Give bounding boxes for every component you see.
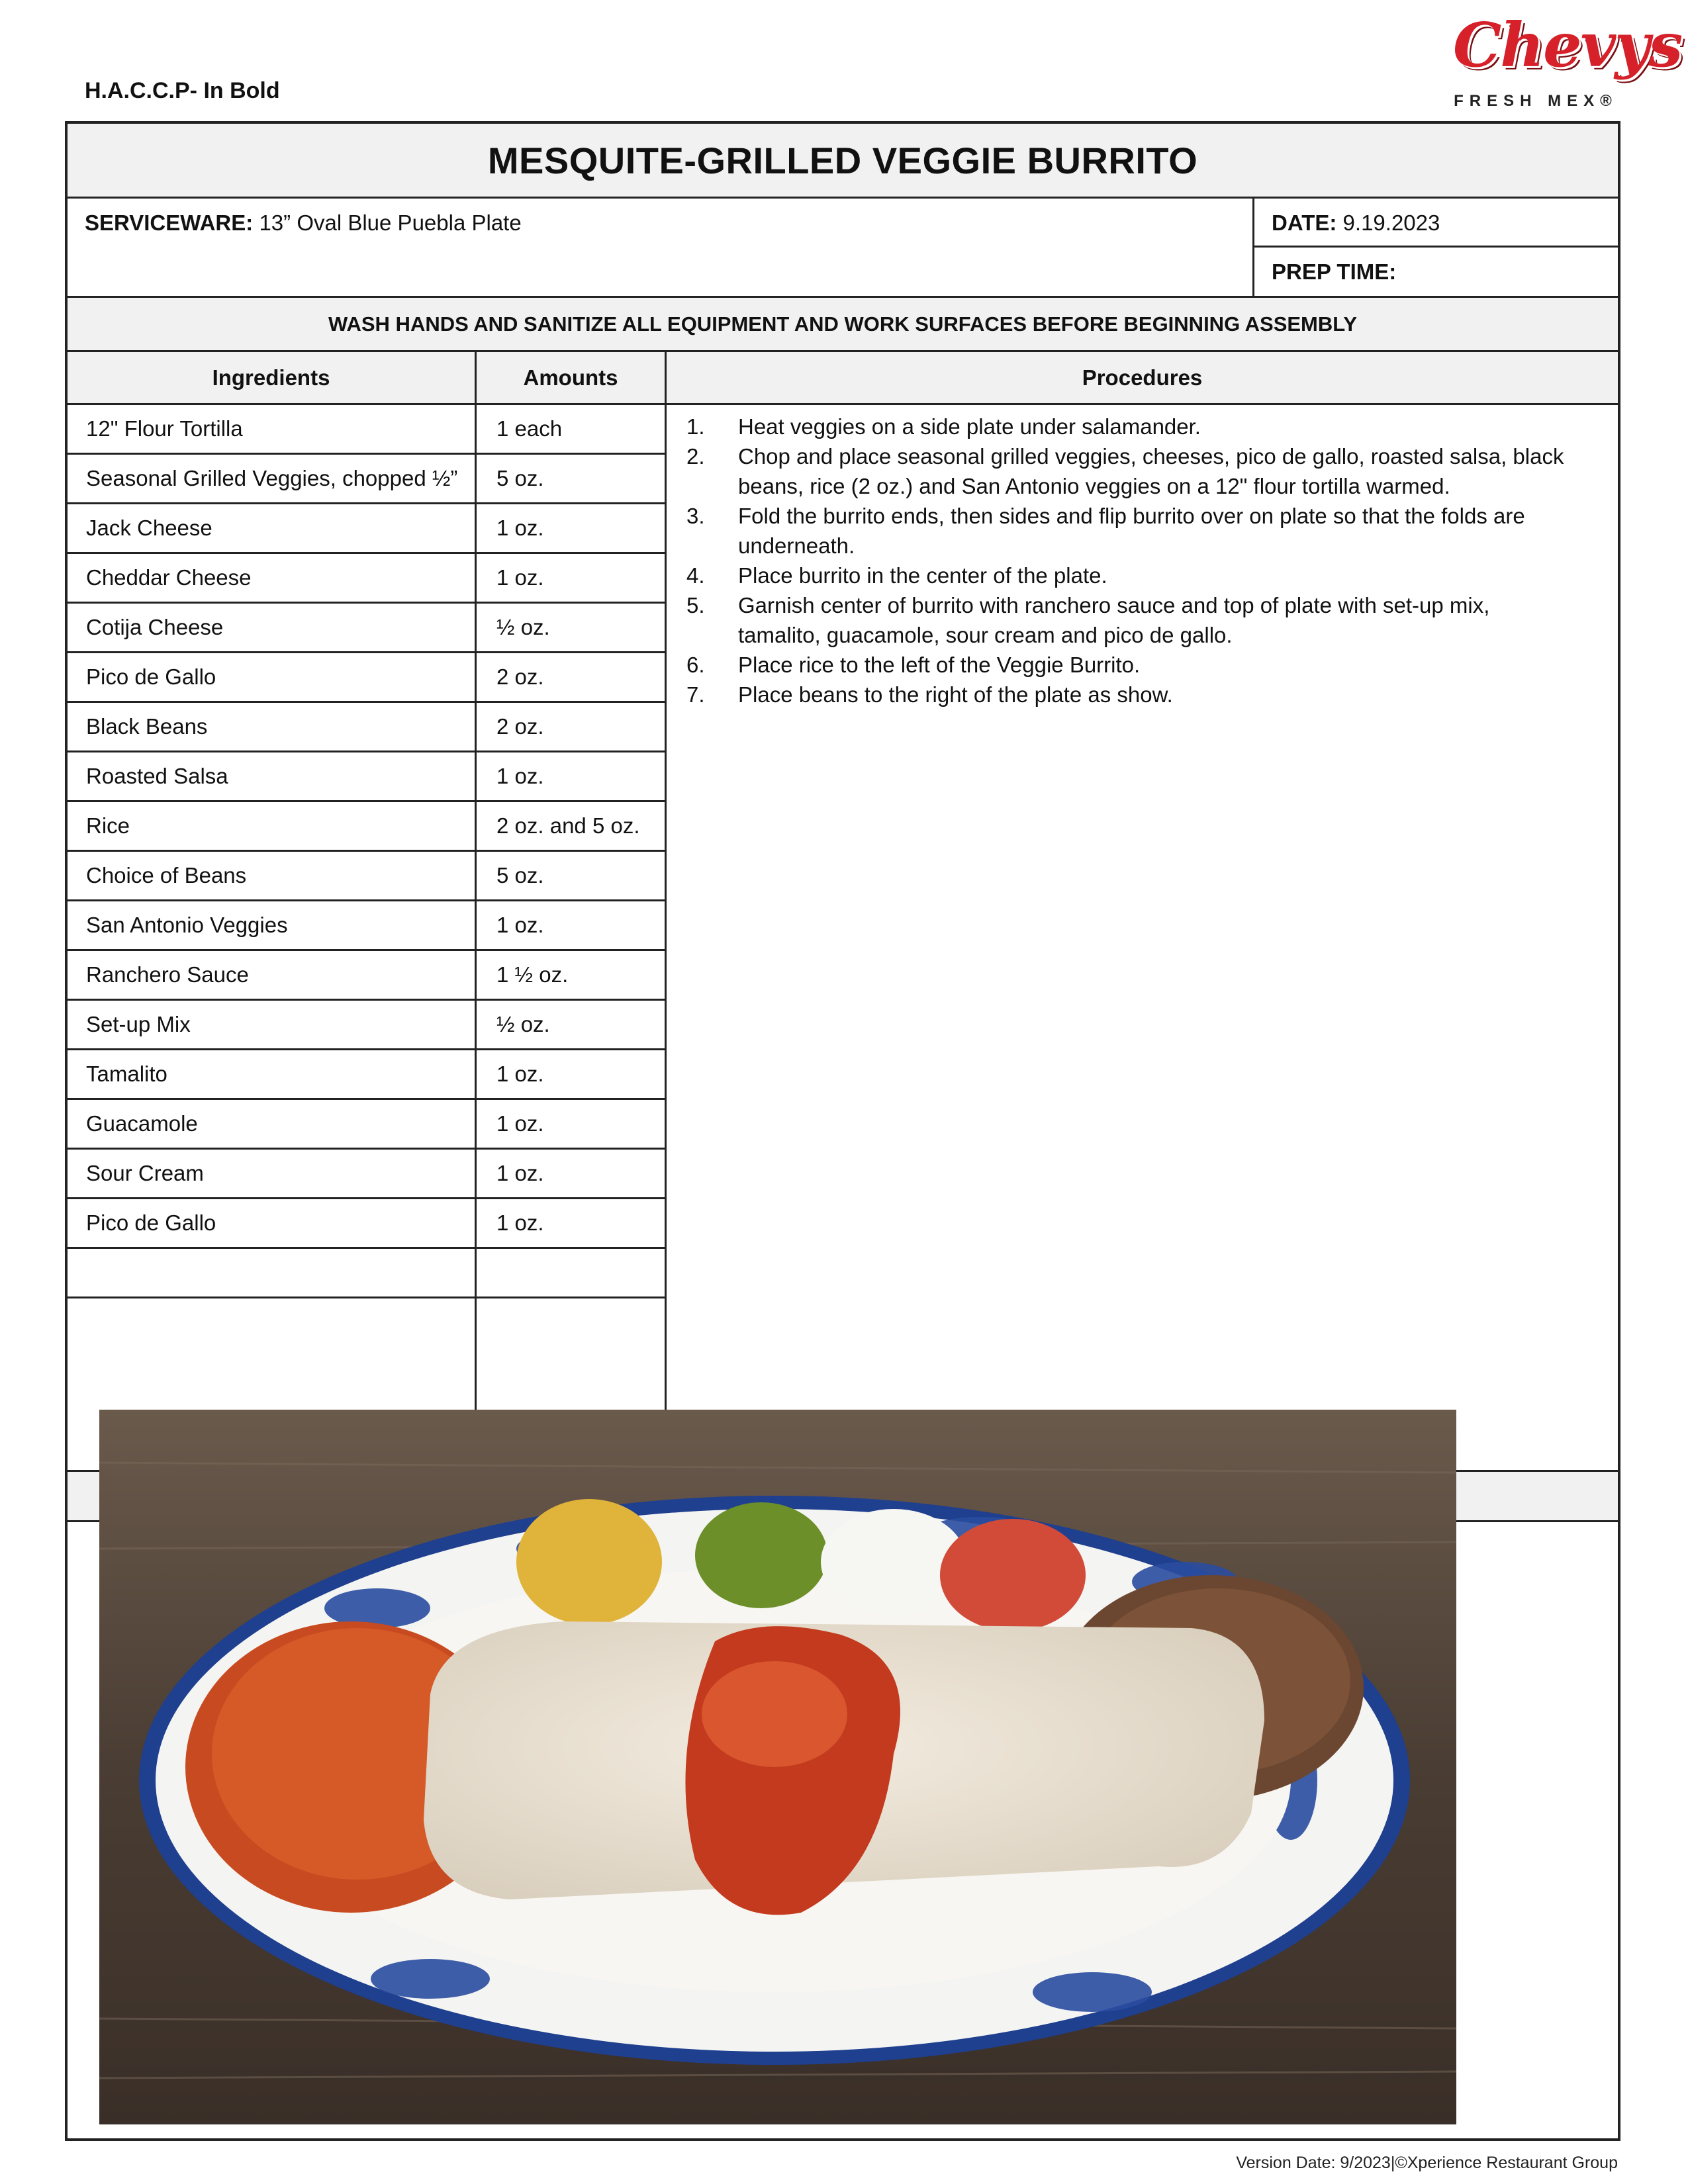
ingredient-amount: 1 oz. (496, 1111, 544, 1136)
ingredient-name: Guacamole (68, 1100, 477, 1148)
ingredient-row (68, 951, 665, 1001)
date-label: DATE: (1272, 210, 1337, 235)
ingredient-row (68, 653, 665, 703)
plated-dish-photo (99, 1410, 1456, 2124)
procedure-text: Place burrito in the center of the plate. (738, 563, 1107, 588)
logo-tagline: FRESH MEX® (1454, 92, 1618, 110)
ingredient-row (68, 1050, 665, 1100)
ingredient-amount: 1 ½ oz. (496, 962, 569, 987)
ingredient-amount: 1 oz. (496, 1161, 544, 1185)
ingredient-row (68, 554, 665, 604)
serviceware-row (68, 199, 1618, 298)
procedure-step (686, 412, 1578, 441)
ingredients-column (68, 405, 667, 1470)
ingredient-row (68, 703, 665, 752)
ingredient-name: Pico de Gallo (68, 653, 477, 701)
procedure-text: Chop and place seasonal grilled veggies, cheeses, pico de gallo, roasted salsa, black beans, rice (2 oz.) and San Antonio veggies on a 12" flour tortilla warmed. (738, 444, 1564, 498)
ingredient-amount: 1 each (496, 416, 563, 441)
wash-notice: WASH HANDS AND SANITIZE ALL EQUIPMENT AND WORK SURFACES BEFORE BEGINNING ASSEMBLY (68, 298, 1618, 352)
date-cell (1254, 199, 1618, 248)
procedure-step (686, 590, 1578, 650)
ingredient-row (68, 852, 665, 901)
procedure-number: 1. (686, 414, 705, 439)
procedure-step (686, 441, 1578, 501)
procedure-text: Place rice to the left of the Veggie Burrito. (738, 653, 1141, 677)
ingredient-amount: 2 oz. (496, 664, 544, 689)
procedure-number: 4. (686, 563, 705, 588)
ingredient-row (68, 604, 665, 653)
procedure-number: 5. (686, 593, 705, 617)
prep-time-cell (1254, 248, 1618, 298)
procedures-header: Procedures (1082, 365, 1203, 390)
ingredient-amount: 5 oz. (496, 466, 544, 490)
ingredient-name: Cotija Cheese (68, 604, 477, 651)
amounts-header: Amounts (477, 352, 667, 403)
procedure-step (686, 680, 1578, 709)
procedure-number: 3. (686, 504, 705, 528)
chevys-logo (1453, 9, 1682, 115)
procedure-step (686, 501, 1578, 561)
ingredient-name: Cheddar Cheese (68, 554, 477, 602)
ingredients-header: Ingredients (68, 352, 477, 403)
ingredient-amount: 1 oz. (496, 1062, 544, 1086)
serviceware-cell (68, 199, 1254, 296)
ingredient-name: Sour Cream (68, 1150, 477, 1197)
ingredient-row (68, 1150, 665, 1199)
ingredient-name: Seasonal Grilled Veggies, chopped ½” (68, 455, 477, 502)
ingredient-amount: ½ oz. (496, 1012, 550, 1036)
ingredient-row (68, 802, 665, 852)
ingredient-name: Jack Cheese (68, 504, 477, 552)
ingredient-name: Rice (68, 802, 477, 850)
logo-wordmark: Chevys (1453, 9, 1682, 81)
ingredient-name: Black Beans (68, 703, 477, 751)
date-value: 9.19.2023 (1342, 210, 1440, 235)
version-footer: Version Date: 9/2023|©Xperience Restaurant Group (1236, 2154, 1618, 2172)
ingredient-row (68, 1249, 665, 1298)
ingredient-name: Ranchero Sauce (68, 951, 477, 999)
procedure-number: 6. (686, 653, 705, 677)
ingredient-name: Tamalito (68, 1050, 477, 1098)
title-row (68, 124, 1618, 199)
ingredient-row (68, 1199, 665, 1249)
ingredient-name: Pico de Gallo (68, 1199, 477, 1247)
prep-time-label: PREP TIME: (1272, 259, 1397, 284)
procedures-list (686, 412, 1578, 709)
serviceware-value: 13” Oval Blue Puebla Plate (259, 210, 522, 235)
table-header (68, 352, 1618, 405)
ingredient-name (68, 1249, 477, 1297)
procedure-number: 2. (686, 444, 705, 469)
procedure-text: Fold the burrito ends, then sides and flip burrito over on plate so that the folds are underneath. (738, 504, 1525, 558)
ingredient-name: San Antonio Veggies (68, 901, 477, 949)
ingredient-amount: 5 oz. (496, 863, 544, 887)
ingredient-row (68, 1001, 665, 1050)
ingredient-amount: 1 oz. (496, 516, 544, 540)
serviceware-label: SERVICEWARE: (85, 210, 254, 235)
procedure-step (686, 561, 1578, 590)
ingredient-row (68, 405, 665, 455)
ingredient-name: Set-up Mix (68, 1001, 477, 1048)
procedure-number: 7. (686, 682, 705, 707)
recipe-title: MESQUITE-GRILLED VEGGIE BURRITO (487, 139, 1198, 181)
ingredient-row (68, 455, 665, 504)
ingredient-row (68, 504, 665, 554)
ingredient-row (68, 1100, 665, 1150)
plated-dish-illustration (99, 1410, 1456, 2124)
ingredient-amount (477, 1249, 665, 1297)
procedure-step (686, 650, 1578, 680)
ingredient-amount: ½ oz. (496, 615, 550, 639)
ingredient-amount: 1 oz. (496, 764, 544, 788)
procedure-text: Garnish center of burrito with ranchero sauce and top of plate with set-up mix, tamalito, guacamole, sour cream and pico de gallo. (738, 593, 1490, 647)
haccp-note: H.A.C.C.P- In Bold (85, 78, 280, 103)
procedure-text: Heat veggies on a side plate under salamander. (738, 414, 1201, 439)
ingredient-amount: 2 oz. (496, 714, 544, 739)
procedures-column (667, 405, 1618, 1470)
ingredient-amount: 2 oz. and 5 oz. (496, 813, 640, 838)
ingredient-row (68, 901, 665, 951)
table-body (68, 405, 1618, 1472)
ingredient-name: Choice of Beans (68, 852, 477, 899)
ingredient-amount: 1 oz. (496, 565, 544, 590)
ingredient-amount: 1 oz. (496, 913, 544, 937)
procedure-text: Place beans to the right of the plate as show. (738, 682, 1173, 707)
ingredient-amount: 1 oz. (496, 1210, 544, 1235)
ingredient-name: 12" Flour Tortilla (68, 405, 477, 453)
ingredient-name: Roasted Salsa (68, 752, 477, 800)
ingredient-row (68, 752, 665, 802)
